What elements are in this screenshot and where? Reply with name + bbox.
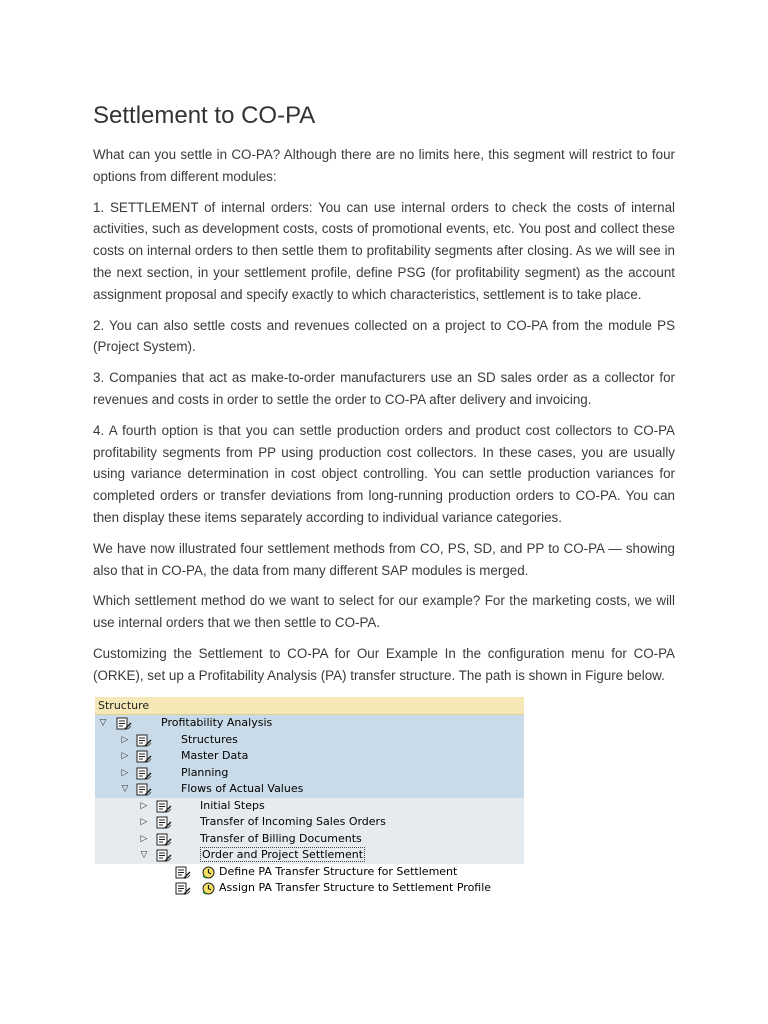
tree-node-label[interactable] [200, 798, 265, 815]
tree-node-label[interactable] [219, 880, 491, 897]
paragraph: 3. Companies that act as make-to-order manufacturers use an SD sales order as a collector for revenues and costs in order to settle the order to CO-PA after delivery and invoicing. [93, 370, 675, 407]
expand-triangle-icon[interactable]: ▽ [121, 784, 129, 794]
tree-node[interactable] [95, 880, 524, 897]
paragraph: Customizing the Settlement to CO-PA for Our Example In the configuration menu for CO-PA (ORKE), set up a Profitability Analysis (PA) transfer structure. The path is shown in Figure below. [93, 645, 675, 683]
tree-node-text: Initial Steps [200, 798, 265, 812]
tree-node[interactable] [95, 798, 524, 815]
tree-node-label[interactable] [200, 831, 362, 848]
tree-node-text: Structures [181, 732, 238, 746]
structure-tree-figure [95, 697, 524, 903]
collapse-triangle-icon[interactable]: ▷ [140, 817, 148, 827]
tree-node-label[interactable] [219, 864, 457, 881]
tree-node[interactable] [95, 715, 524, 732]
tree-header: Structure [95, 697, 524, 715]
tree-node[interactable] [95, 864, 524, 881]
tree-node-text: Profitability Analysis [161, 716, 273, 729]
tree-node[interactable] [95, 847, 524, 864]
tree-node[interactable] [95, 781, 524, 798]
page-title: Settlement to CO-PA [93, 102, 316, 129]
tree-node[interactable] [95, 765, 524, 782]
tree-node-label[interactable] [181, 748, 248, 765]
tree-node-label[interactable] [200, 814, 386, 831]
paragraph: 4. A fourth option is that you can settle production orders and product cost collectors to CO-PA profitability segments from PP using production cost collectors. In these cases, you are usually using variance determination in cost object controlling. You can settle production variances for completed orders or transfer deviations from long-running production orders to CO-PA. You can then display these items separately according to individual variance categories. [93, 422, 675, 525]
tree-node-text: Transfer of Incoming Sales Orders [200, 815, 386, 828]
tree-node-text: Order and Project Settlement [202, 848, 364, 861]
tree-node[interactable] [95, 732, 524, 749]
paragraph: Which settlement method do we want to select for our example? For the marketing costs, we will use internal orders that we then settle to CO-PA. [93, 593, 675, 631]
collapse-triangle-icon[interactable]: ▷ [121, 734, 129, 745]
collapse-triangle-icon[interactable]: ▷ [121, 751, 129, 761]
tree-node-text: Define PA Transfer Structure for Settlement [219, 864, 458, 878]
tree-node-label[interactable] [181, 781, 303, 798]
paragraph: We have now illustrated four settlement methods from CO, PS, SD, and PP to CO-PA — showing also that in CO-PA, the data from many different SAP modules is merged. [93, 540, 675, 578]
paragraph: What can you settle in CO-PA? Although there are no limits here, this segment will restrict to four options from different modules: [93, 147, 675, 184]
tree-node[interactable] [95, 831, 524, 848]
tree-node-label[interactable] [181, 732, 238, 749]
tree-node-text: Planning [181, 765, 229, 779]
tree-node[interactable] [95, 814, 524, 831]
paragraph: 1. SETTLEMENT of internal orders: You can use internal orders to check the costs of internal activities, such as development costs, costs of promotional events, etc. You post and collect these costs on internal orders to then settle them to profitability segments after closing. As we will see in the next section, in your settlement profile, define PSG (for profitability segment) as the account assignment proposal and specify exactly to which characteristics, settlement is to take place. [93, 199, 675, 302]
tree-node-label[interactable] [161, 715, 272, 732]
tree-node-label[interactable] [200, 847, 365, 864]
collapse-triangle-icon[interactable]: ▷ [140, 833, 148, 844]
paragraph: 2. You can also settle costs and revenues collected on a project to CO-PA from the module PS (Project System). [93, 317, 675, 355]
tree-node-label[interactable] [181, 765, 228, 782]
folder-document-icon [175, 882, 191, 901]
execute-activity-icon[interactable] [201, 882, 216, 901]
collapse-triangle-icon[interactable]: ▷ [121, 767, 129, 778]
tree-node-text: Master Data [181, 749, 249, 762]
expand-triangle-icon[interactable]: ▽ [99, 718, 107, 728]
tree-node[interactable] [95, 748, 524, 765]
expand-triangle-icon[interactable]: ▽ [140, 850, 148, 860]
tree-node-text: Transfer of Billing Documents [200, 831, 362, 845]
structure-tree [95, 715, 524, 897]
document-body [93, 144, 675, 696]
tree-node-text: Flows of Actual Values [181, 782, 304, 795]
collapse-triangle-icon[interactable]: ▷ [140, 800, 148, 811]
tree-node-text: Assign PA Transfer Structure to Settlement Profile [219, 881, 492, 894]
